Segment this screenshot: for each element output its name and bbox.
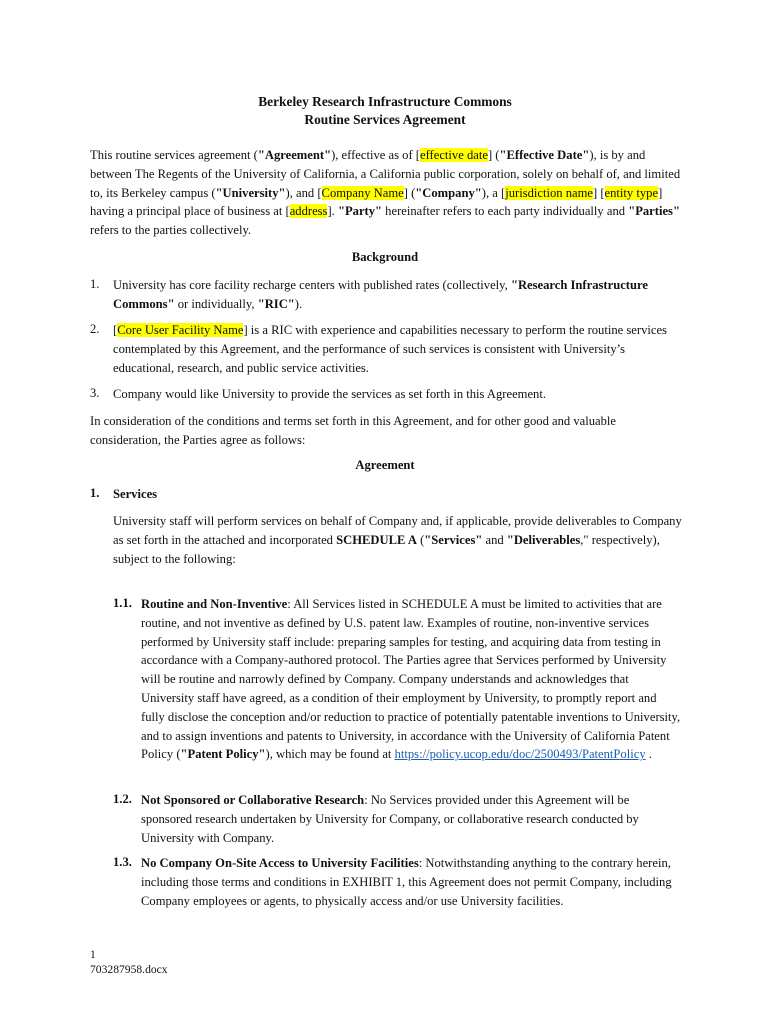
page-number: 1 [90, 948, 96, 961]
intro-paragraph: This routine services agreement ("Agreement"), effective as of [effective date] ("Effective Date"), is by and between The Regents of the University of California, a California public corporation, solely on behalf of, and limited to, its Berkeley campus ("University"), and [Company Name] ("Company"), a [jurisdiction name] [entity type] having a principal place of business at [address]. "Party" hereinafter refers to each party individually and "Parties" refers to the parties collectively. [90, 148, 681, 238]
bg-item-3-number: 3. [90, 386, 100, 400]
patent-policy-link[interactable]: https://policy.ucop.edu/doc/2500493/PatentPolicy [394, 747, 646, 762]
agreement-heading: Agreement [355, 458, 415, 472]
consideration-paragraph: In consideration of the conditions and terms set forth in this Agreement, and for other good and valuable consideration, the Parties agree as follows: [90, 414, 617, 447]
placeholder-effective-date: effective date [420, 148, 488, 162]
section-1-3: No Company On-Site Access to University Facilities: Notwithstanding anything to the contrary herein, including those terms and conditions in EXHIBIT 1, this Agreement does not permit Company, including Company employees or agents, to physically access and/or use University facilities. [141, 856, 672, 908]
bg-item-1-number: 1. [90, 277, 100, 291]
section-1-1-number: 1.1. [113, 596, 132, 610]
section-1-2: Not Sponsored or Collaborative Research: No Services provided under this Agreement will be sponsored research undertaken by University for Company, or collaborative research conducted by University with Company. [141, 793, 639, 845]
bg-item-2: [Core User Facility Name] is a RIC with experience and capabilities necessary to perform the routine services contemplated by this Agreement, and the performance of such services is consistent with University’s educational, research, and public service activities. [113, 323, 667, 375]
bg-item-3: Company would like University to provide the services as set forth in this Agreement. [113, 387, 547, 401]
section-1-number: 1. [90, 486, 100, 500]
section-1-3-number: 1.3. [113, 855, 132, 869]
background-heading: Background [351, 250, 419, 264]
bg-item-1: University has core facility recharge centers with published rates (collectively, "Research Infrastructure Commons" or individually, "RIC"). [113, 278, 648, 311]
bg-item-2-number: 2. [90, 322, 100, 336]
title-line-2: Routine Services Agreement [304, 112, 466, 127]
file-name: 703287958.docx [90, 963, 168, 976]
section-1-title: Services [113, 487, 158, 501]
section-1-2-number: 1.2. [113, 792, 132, 806]
title-line-1: Berkeley Research Infrastructure Commons [258, 94, 512, 109]
section-1-body: University staff will perform services on behalf of Company and, if applicable, provide deliverables to Company as set forth in the attached and incorporated SCHEDULE A ("Services" and "Deliverables," respectively), subject to the following: [113, 514, 682, 566]
placeholder-jurisdiction-name: jurisdiction name [505, 185, 593, 200]
placeholder-core-user-facility: Core User Facility Name [117, 323, 244, 337]
placeholder-address: address [289, 204, 328, 219]
placeholder-entity-type: entity type [604, 185, 659, 200]
section-1-1: Routine and Non-Inventive: All Services listed in SCHEDULE A must be limited to activities that are routine, and not inventive as defined by U.S. patent law. Examples of routine, non-inventive services performed by University staff include: preparing samples for testing, and acquiring data from testing in accordance with a Company-authored protocol. The Parties agree that Services performed by University will be routine and narrowly defined by Company. Company understands and acknowledges that University staff have agreed, as a condition of their employment by University, to promptly report and fully disclose the conception and/or reduction to practice of potentially patentable inventions to University, and to assign inventions and patents to University, in accordance with the University of California Patent Policy ("Patent Policy"), which may be found at https://policy.ucop.edu/doc/2500493/PatentPolicy . [141, 597, 681, 762]
placeholder-company-name: Company Name [321, 185, 404, 200]
